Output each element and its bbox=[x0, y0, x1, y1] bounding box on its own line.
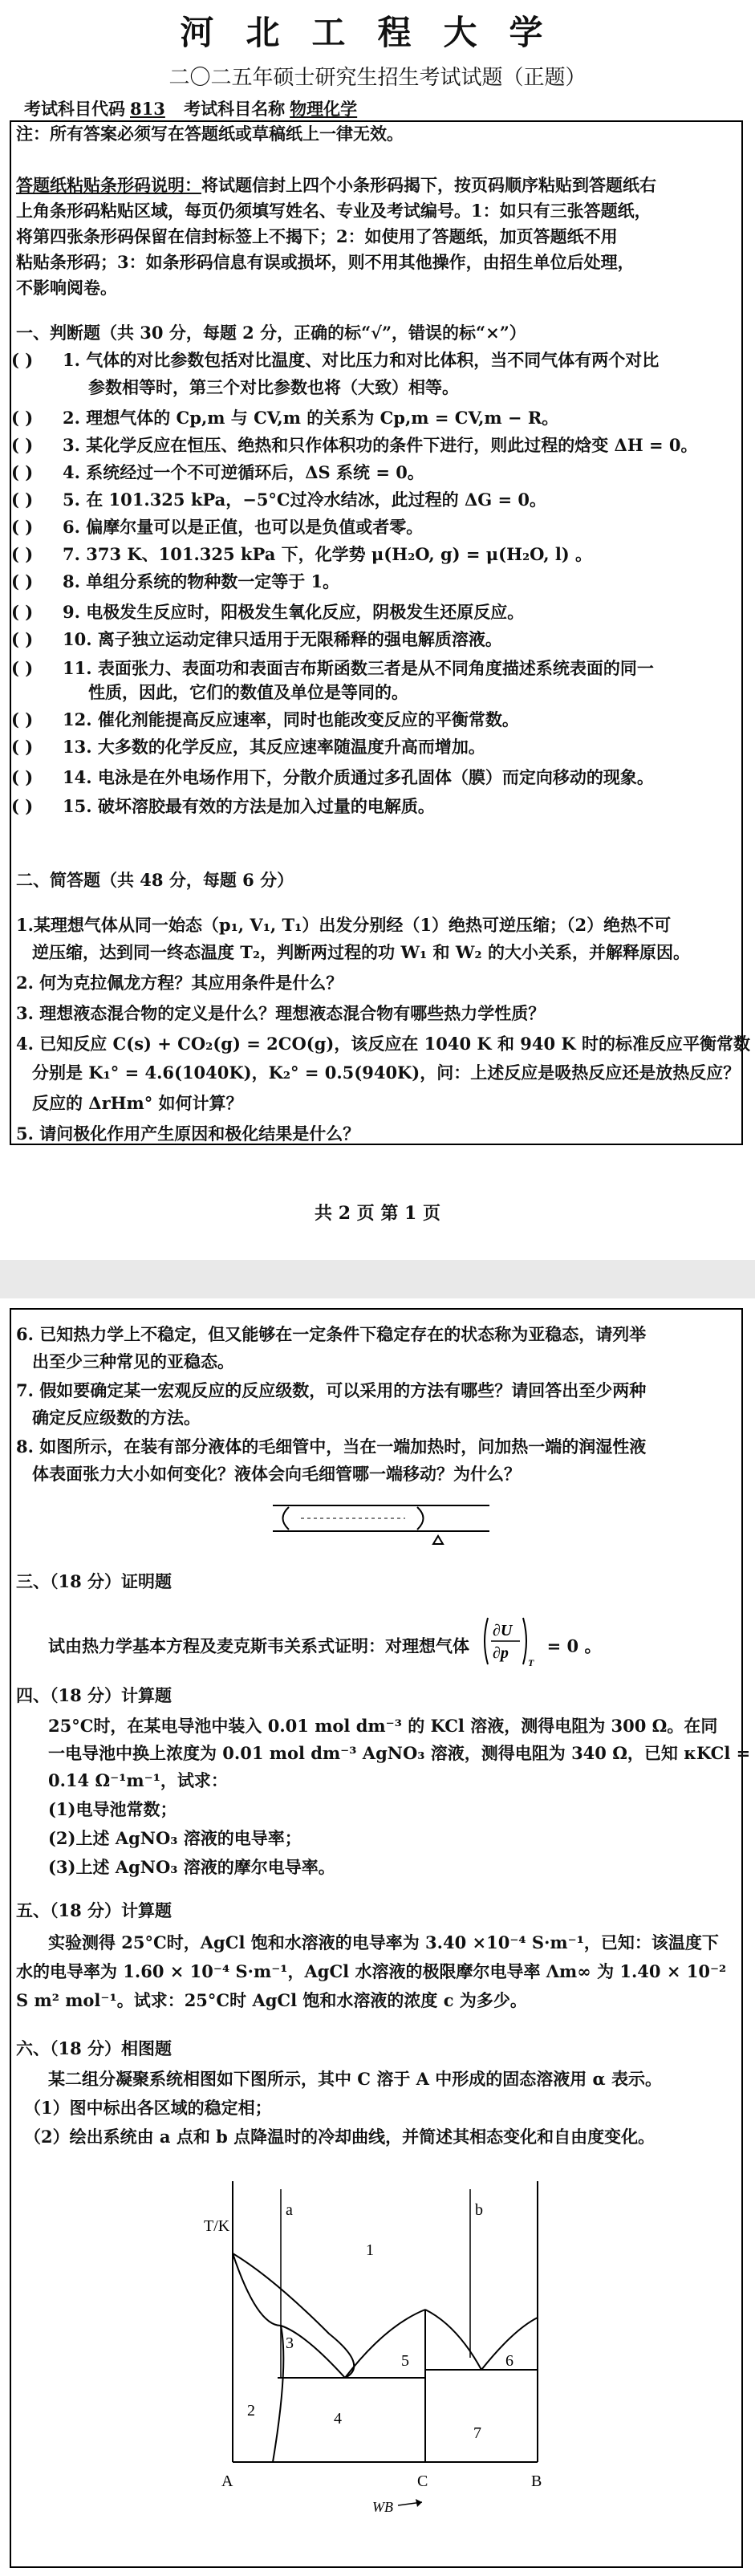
s5-line-2: 水的电导率为 1.60 × 10⁻⁴ S·m⁻¹，AgCl 水溶液的极限摩尔电导率 Λm∞ 为 1.40 × 10⁻² bbox=[16, 1961, 727, 1981]
answer-paren: ( ) bbox=[11, 517, 34, 537]
section6-title: 六、（18 分）相图题 bbox=[16, 2038, 173, 2058]
exam-subtitle: 二〇二五年硕士研究生招生考试试题（正题） bbox=[168, 66, 587, 90]
answer-paren: ( ) bbox=[11, 408, 34, 428]
judgement-item: 12. 催化剂能提高反应速率，同时也能改变反应的平衡常数。 bbox=[63, 709, 519, 729]
question-7b: 确定反应级数的方法。 bbox=[32, 1408, 201, 1428]
barcode-line-2: 上角条形码粘贴区域，每页仍须填写姓名、专业及考试编号。1：如只有三张答题纸， bbox=[16, 201, 651, 221]
judgement-item: 7. 373 K、101.325 kPa 下，化学势 μ(H₂O, g) = μ(H₂O, l) 。 bbox=[63, 544, 593, 564]
answer-paren: ( ) bbox=[11, 767, 34, 787]
judgement-item: 4. 系统经过一个不可逆循环后，ΔS 系统 = 0。 bbox=[63, 462, 424, 482]
question-4b: 分别是 K₁° = 4.6(1040K)，K₂° = 0.5(940K)，问：上述反应是吸热反应还是放热反应？ bbox=[32, 1062, 741, 1083]
barcode-line-5: 不影响阅卷。 bbox=[16, 278, 117, 298]
answer-paren: ( ) bbox=[11, 571, 34, 591]
svg-text:3: 3 bbox=[286, 2334, 294, 2352]
section2-title: 二、简答题（共 48 分，每题 6 分） bbox=[16, 870, 294, 890]
answer-paren: ( ) bbox=[11, 435, 34, 455]
svg-text:∂U: ∂U bbox=[493, 1622, 513, 1639]
svg-text:6: 6 bbox=[505, 2352, 513, 2370]
s6-line-2: （1）图中标出各区域的稳定相； bbox=[24, 2098, 272, 2118]
judgement-item: 1. 气体的对比参数包括对比温度、对比压力和对比体积，当不同气体有两个对比 bbox=[63, 350, 660, 370]
svg-text:7: 7 bbox=[473, 2424, 481, 2442]
judgement-item: 11. 表面张力、表面功和表面吉布斯函数三者是从不同角度描述系统表面的同一 bbox=[63, 658, 654, 678]
question-4c: 反应的 ΔrHm° 如何计算？ bbox=[32, 1093, 243, 1113]
page-footer: 共 2 页 第 1 页 bbox=[315, 1203, 440, 1224]
svg-text:5: 5 bbox=[401, 2352, 409, 2370]
answer-paren: ( ) bbox=[11, 544, 34, 564]
answer-paren: ( ) bbox=[11, 602, 34, 622]
question-1b: 逆压缩，达到同一终态温度 T₂，判断两过程的功 W₁ 和 W₂ 的大小关系，并解释原因。 bbox=[32, 942, 690, 962]
note-line: 注：所有答案必须写在答题纸或草稿纸上一律无效。 bbox=[16, 124, 404, 144]
s4-sub-3: (3)上述 AgNO₃ 溶液的摩尔电导率。 bbox=[48, 1857, 335, 1877]
exam-page-2 bbox=[0, 1298, 755, 2576]
s4-sub-1: (1)电导池常数； bbox=[48, 1799, 177, 1819]
subject-line: 考试科目代码 813 考试科目名称 物理化学 bbox=[24, 99, 358, 119]
svg-text:1: 1 bbox=[366, 2241, 374, 2259]
university-title: 河北工程大学 bbox=[180, 13, 575, 52]
s5-line-1: 实验测得 25°C时，AgCl 饱和水溶液的电导率为 3.40 ×10⁻⁴ S·m⁻¹，已知：该温度下 bbox=[48, 1932, 719, 1952]
s4-line-3: 0.14 Ω⁻¹m⁻¹，试求： bbox=[48, 1770, 228, 1790]
s4-line-2: 一电导池中换上浓度为 0.01 mol dm⁻³ AgNO₃ 溶液，测得电阻为 340 Ω，已知 κKCl = bbox=[48, 1743, 751, 1763]
exam-page-1 bbox=[0, 0, 755, 1260]
svg-text:T: T bbox=[528, 1657, 534, 1668]
judgement-item: 8. 单组分系统的物种数一定等于 1。 bbox=[63, 571, 340, 591]
question-6a: 6. 已知热力学上不稳定，但又能够在一定条件下稳定存在的状态称为亚稳态，请列举 bbox=[16, 1324, 647, 1344]
answer-paren: ( ) bbox=[11, 629, 34, 649]
svg-text:2: 2 bbox=[247, 2402, 255, 2420]
s4-sub-2: (2)上述 AgNO₃ 溶液的电导率； bbox=[48, 1828, 302, 1848]
s5-line-3: S m² mol⁻¹。试求：25°C时 AgCl 饱和水溶液的浓度 c 为多少。 bbox=[16, 1990, 527, 2010]
judgement-item: 2. 理想气体的 Cp,m 与 CV,m 的关系为 Cp,m = CV,m − R。 bbox=[63, 408, 559, 428]
barcode-line-3: 将第四张条形码保留在信封标签上不揭下；2：如使用了答题纸，加页答题纸不用 bbox=[16, 226, 618, 246]
s6-line-3: （2）绘出系统由 a 点和 b 点降温时的冷却曲线，并简述其相态变化和自由度变化。 bbox=[24, 2127, 656, 2147]
question-1a: 1.某理想气体从同一始态（p₁, V₁, T₁）出发分别经（1）绝热可逆压缩；（2）绝热不可 bbox=[16, 915, 672, 935]
svg-text:A: A bbox=[221, 2472, 233, 2490]
question-5: 5. 请问极化作用产生原因和极化结果是什么？ bbox=[16, 1123, 360, 1144]
svg-text:a: a bbox=[286, 2201, 293, 2219]
s4-line-1: 25°C时，在某电导池中装入 0.01 mol dm⁻³ 的 KCl 溶液，测得电阻为 300 Ω。在同 bbox=[48, 1716, 718, 1736]
judgement-item: 13. 大多数的化学反应，其反应速率随温度升高而增加。 bbox=[63, 737, 485, 757]
judgement-item: 10. 离子独立运动定律只适用于无限稀释的强电解质溶液。 bbox=[63, 629, 502, 649]
barcode-line-1: 答题纸粘贴条形码说明：将试题信封上四个小条形码揭下，按页码顺序粘贴到答题纸右 bbox=[16, 175, 656, 195]
svg-text:B: B bbox=[531, 2472, 542, 2490]
proof-statement: 试由热力学基本方程及麦克斯韦关系式证明：对理想气体 ∂U ∂p T = 0 。 bbox=[48, 1619, 601, 1676]
answer-paren: ( ) bbox=[11, 796, 34, 816]
judgement-item: 参数相等时，第三个对比参数也将（大致）相等。 bbox=[88, 377, 459, 397]
answer-paren: ( ) bbox=[11, 462, 34, 482]
svg-text:C: C bbox=[417, 2472, 428, 2490]
svg-text:4: 4 bbox=[334, 2410, 342, 2428]
judgement-item: 3. 某化学反应在恒压、绝热和只作体积功的条件下进行，则此过程的焓变 ΔH = 0。 bbox=[63, 435, 698, 455]
judgement-item: 14. 电泳是在外电场作用下，分散介质通过多孔固体（膜）而定向移动的现象。 bbox=[63, 767, 654, 787]
question-3: 3. 理想液态混合物的定义是什么？理想液态混合物有哪些热力学性质？ bbox=[16, 1003, 546, 1023]
judgement-item: 6. 偏摩尔量可以是正值，也可以是负值或者零。 bbox=[63, 517, 424, 537]
svg-text:∂p: ∂p bbox=[493, 1644, 509, 1662]
answer-paren: ( ) bbox=[11, 658, 34, 678]
question-4a: 4. 已知反应 C(s) + CO₂(g) = 2CO(g)，该反应在 1040 K 和 940 K 时的标准反应平衡常数 bbox=[16, 1034, 750, 1054]
section4-title: 四、（18 分）计算题 bbox=[16, 1685, 173, 1705]
question-8b: 体表面张力大小如何变化？液体会向毛细管哪一端移动？为什么？ bbox=[32, 1464, 521, 1484]
judgement-item: 5. 在 101.325 kPa，−5°C过冷水结冰，此过程的 ΔG = 0。 bbox=[63, 490, 547, 510]
section1-title: 一、判断题（共 30 分，每题 2 分，正确的标“√”，错误的标“×”） bbox=[16, 323, 526, 343]
judgement-item: 9. 电极发生反应时，阳极发生氧化反应，阴极发生还原反应。 bbox=[63, 602, 525, 622]
barcode-line-4: 粘贴条形码；3：如条形码信息有误或损坏，则不用其他操作，由招生单位后处理， bbox=[16, 252, 635, 272]
svg-text:b: b bbox=[475, 2201, 483, 2219]
section5-title: 五、（18 分）计算题 bbox=[16, 1900, 173, 1920]
answer-paren: ( ) bbox=[11, 490, 34, 510]
answer-paren: ( ) bbox=[11, 737, 34, 757]
question-6b: 出至少三种常见的亚稳态。 bbox=[32, 1351, 234, 1371]
question-2: 2. 何为克拉佩龙方程？其应用条件是什么？ bbox=[16, 973, 343, 993]
judgement-item: 性质，因此，它们的数值及单位是等同的。 bbox=[88, 682, 408, 702]
s6-line-1: 某二组分凝聚系统相图如下图所示，其中 C 溶于 A 中形成的固态溶液用 α 表示。 bbox=[48, 2069, 663, 2089]
y-axis-label: T/K bbox=[204, 2217, 230, 2235]
judgement-item: 15. 破坏溶胶最有效的方法是加入过量的电解质。 bbox=[63, 796, 435, 816]
section3-title: 三、（18 分）证明题 bbox=[16, 1571, 173, 1591]
answer-paren: ( ) bbox=[11, 709, 34, 729]
answer-paren: ( ) bbox=[11, 350, 34, 370]
partial-derivative-expression bbox=[480, 1613, 536, 1669]
x-axis-label: WB bbox=[372, 2499, 393, 2515]
question-8a: 8. 如图所示，在装有部分液体的毛细管中，当在一端加热时，问加热一端的润湿性液 bbox=[16, 1436, 647, 1457]
phase-diagram bbox=[185, 2165, 570, 2518]
capillary-figure bbox=[265, 1491, 497, 1547]
question-7a: 7. 假如要确定某一宏观反应的反应级数，可以采用的方法有哪些？请回答出至少两种 bbox=[16, 1380, 647, 1400]
